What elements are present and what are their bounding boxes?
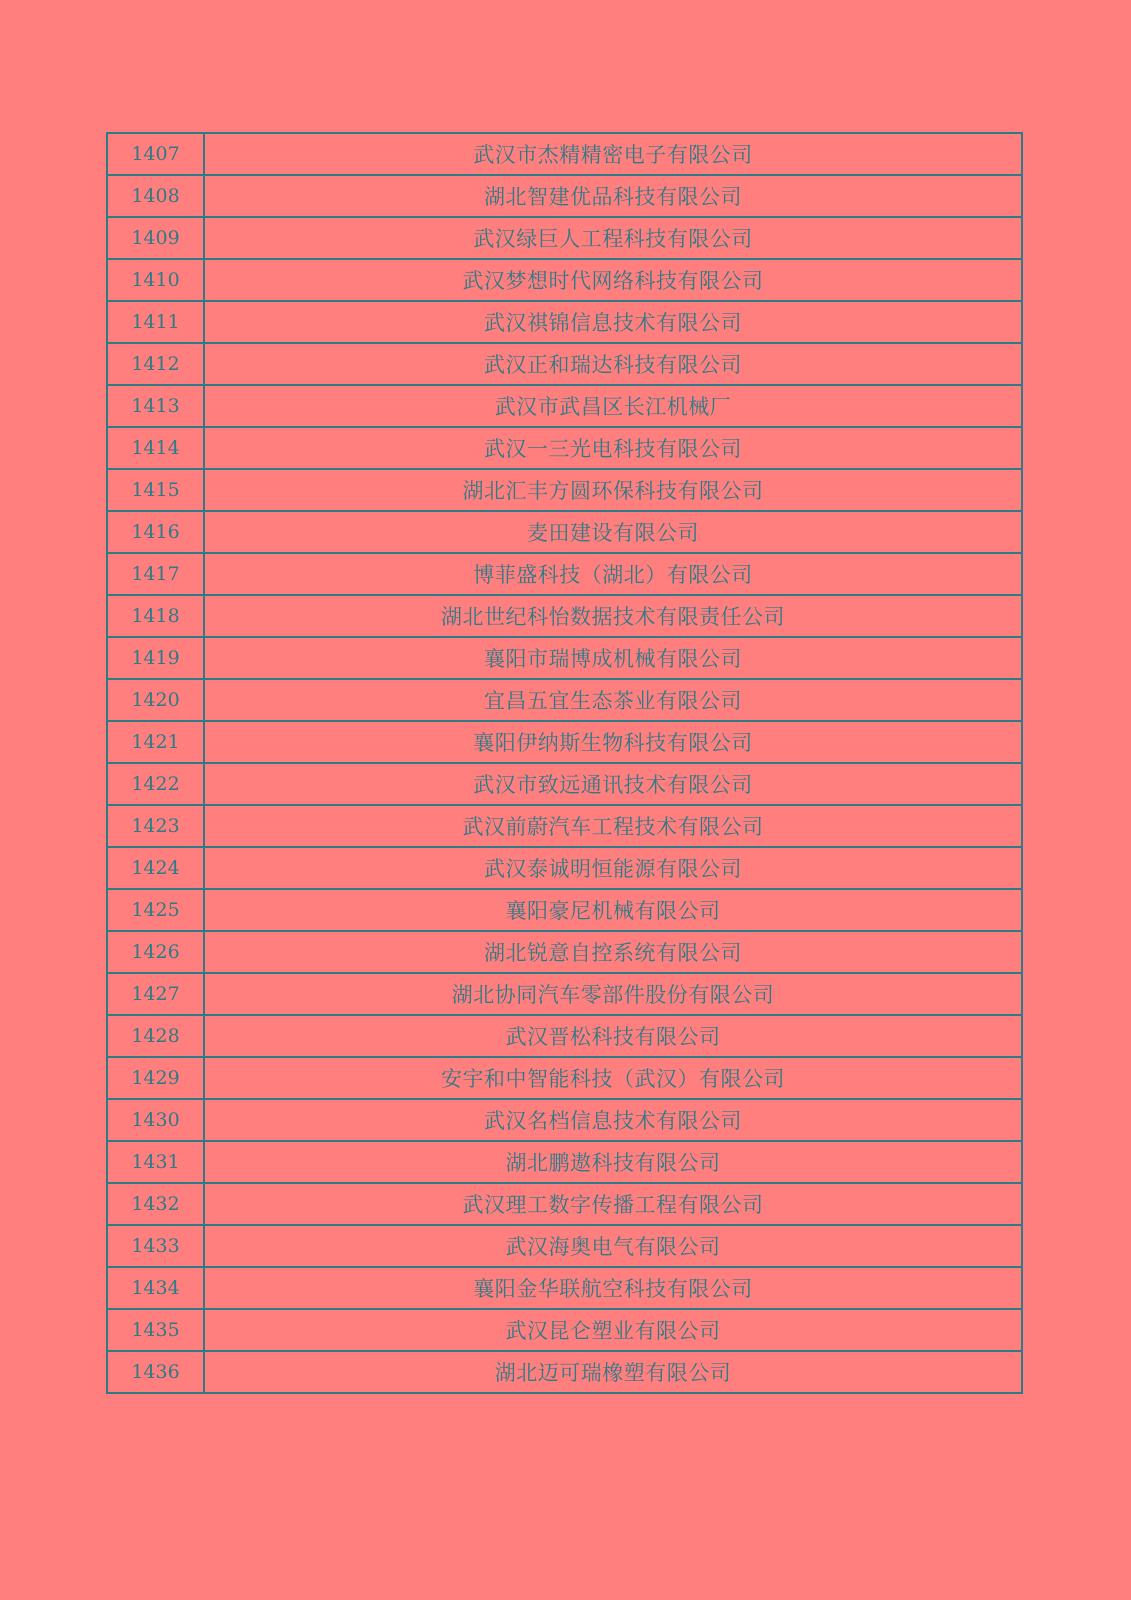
row-number: 1424 (107, 847, 204, 889)
row-number: 1408 (107, 175, 204, 217)
table-row (107, 1309, 1022, 1351)
table-row (107, 889, 1022, 931)
row-number: 1413 (107, 385, 204, 427)
row-number: 1422 (107, 763, 204, 805)
table-row (107, 217, 1022, 259)
company-name: 湖北鹏遨科技有限公司 (204, 1141, 1022, 1183)
table-row (107, 931, 1022, 973)
company-name: 武汉市致远通讯技术有限公司 (204, 763, 1022, 805)
table-row (107, 721, 1022, 763)
table-row (107, 301, 1022, 343)
row-number: 1418 (107, 595, 204, 637)
row-number: 1433 (107, 1225, 204, 1267)
company-name: 湖北世纪科怡数据技术有限责任公司 (204, 595, 1022, 637)
company-name: 武汉海奥电气有限公司 (204, 1225, 1022, 1267)
company-name: 襄阳豪尼机械有限公司 (204, 889, 1022, 931)
company-name: 武汉市武昌区长江机械厂 (204, 385, 1022, 427)
table-row (107, 595, 1022, 637)
table-row (107, 763, 1022, 805)
row-number: 1419 (107, 637, 204, 679)
company-name: 麦田建设有限公司 (204, 511, 1022, 553)
company-name: 湖北锐意自控系统有限公司 (204, 931, 1022, 973)
row-number: 1411 (107, 301, 204, 343)
row-number: 1436 (107, 1351, 204, 1393)
company-name: 武汉绿巨人工程科技有限公司 (204, 217, 1022, 259)
table-row (107, 343, 1022, 385)
company-name: 湖北迈可瑞橡塑有限公司 (204, 1351, 1022, 1393)
row-number: 1426 (107, 931, 204, 973)
company-name: 襄阳金华联航空科技有限公司 (204, 1267, 1022, 1309)
row-number: 1410 (107, 259, 204, 301)
table-row (107, 259, 1022, 301)
row-number: 1416 (107, 511, 204, 553)
table-row (107, 679, 1022, 721)
company-name: 湖北汇丰方圆环保科技有限公司 (204, 469, 1022, 511)
company-name: 武汉晋松科技有限公司 (204, 1015, 1022, 1057)
table-row (107, 553, 1022, 595)
company-name: 安宇和中智能科技（武汉）有限公司 (204, 1057, 1022, 1099)
table-row (107, 385, 1022, 427)
table-row (107, 1057, 1022, 1099)
row-number: 1428 (107, 1015, 204, 1057)
company-name: 武汉理工数字传播工程有限公司 (204, 1183, 1022, 1225)
row-number: 1430 (107, 1099, 204, 1141)
company-name: 湖北智建优品科技有限公司 (204, 175, 1022, 217)
row-number: 1407 (107, 133, 204, 175)
row-number: 1412 (107, 343, 204, 385)
row-number: 1420 (107, 679, 204, 721)
table-row (107, 469, 1022, 511)
table-row (107, 1351, 1022, 1393)
row-number: 1435 (107, 1309, 204, 1351)
row-number: 1425 (107, 889, 204, 931)
company-name: 武汉昆仑塑业有限公司 (204, 1309, 1022, 1351)
table-row (107, 847, 1022, 889)
company-name: 襄阳伊纳斯生物科技有限公司 (204, 721, 1022, 763)
table-row (107, 511, 1022, 553)
company-name: 襄阳市瑞博成机械有限公司 (204, 637, 1022, 679)
row-number: 1417 (107, 553, 204, 595)
row-number: 1431 (107, 1141, 204, 1183)
company-list-table (106, 132, 1023, 1394)
company-name: 宜昌五宜生态茶业有限公司 (204, 679, 1022, 721)
row-number: 1427 (107, 973, 204, 1015)
row-number: 1415 (107, 469, 204, 511)
table-row (107, 805, 1022, 847)
company-name: 湖北协同汽车零部件股份有限公司 (204, 973, 1022, 1015)
company-name: 武汉梦想时代网络科技有限公司 (204, 259, 1022, 301)
company-name: 武汉名档信息技术有限公司 (204, 1099, 1022, 1141)
company-name: 武汉泰诚明恒能源有限公司 (204, 847, 1022, 889)
company-name: 武汉祺锦信息技术有限公司 (204, 301, 1022, 343)
row-number: 1414 (107, 427, 204, 469)
document-page (106, 132, 1023, 1394)
company-name: 博菲盛科技（湖北）有限公司 (204, 553, 1022, 595)
row-number: 1409 (107, 217, 204, 259)
table-row (107, 1183, 1022, 1225)
table-row (107, 133, 1022, 175)
company-name: 武汉一三光电科技有限公司 (204, 427, 1022, 469)
table-row (107, 637, 1022, 679)
table-body (107, 133, 1022, 1393)
row-number: 1421 (107, 721, 204, 763)
table-row (107, 973, 1022, 1015)
table-row (107, 1267, 1022, 1309)
table-row (107, 1099, 1022, 1141)
table-row (107, 427, 1022, 469)
table-row (107, 1015, 1022, 1057)
table-row (107, 1141, 1022, 1183)
table-row (107, 175, 1022, 217)
row-number: 1429 (107, 1057, 204, 1099)
row-number: 1432 (107, 1183, 204, 1225)
company-name: 武汉市杰精精密电子有限公司 (204, 133, 1022, 175)
table-row (107, 1225, 1022, 1267)
company-name: 武汉前蔚汽车工程技术有限公司 (204, 805, 1022, 847)
row-number: 1434 (107, 1267, 204, 1309)
company-name: 武汉正和瑞达科技有限公司 (204, 343, 1022, 385)
row-number: 1423 (107, 805, 204, 847)
